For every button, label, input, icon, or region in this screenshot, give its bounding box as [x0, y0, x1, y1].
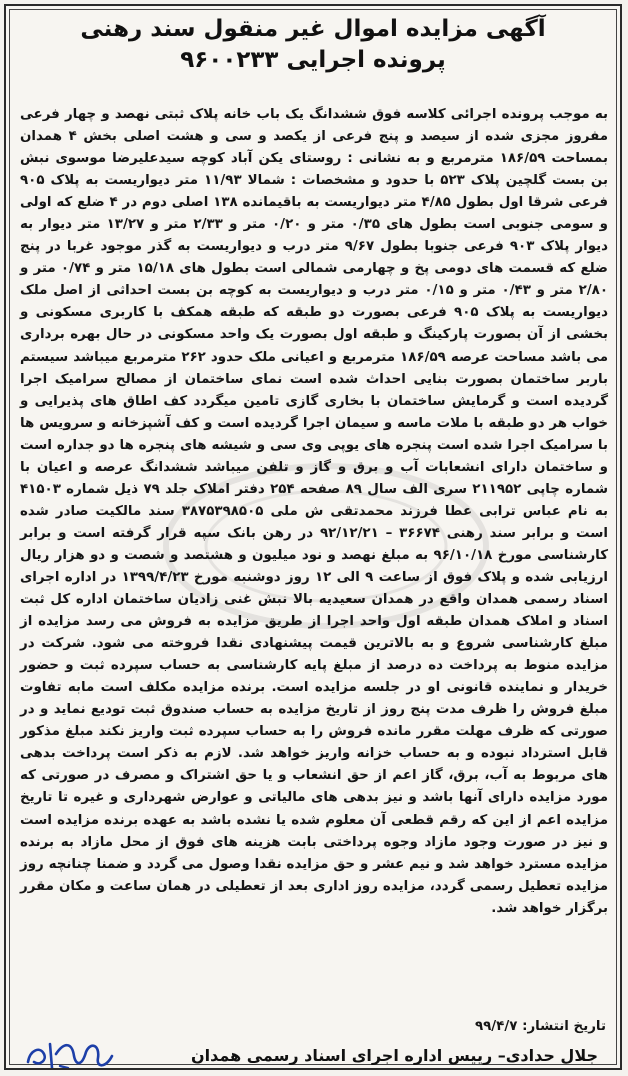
- notice-sheet: [4, 4, 622, 1070]
- handwritten-mark: [20, 1032, 120, 1070]
- notice-body: [20, 104, 608, 920]
- publish-date: تاریخ انتشار: ۹۹/۴/۷: [474, 1019, 606, 1034]
- notice-body-paragraph: به موجب پرونده اجرائی کلاسه فوق ششدانگ یک باب خانه پلاک ثبتی نهصد و چهار فرعی مفروز مجزی شده از سیصد و پنج فرعی از یکصد و سی و هشت اصلی بخش ۴ همدان بمساحت ۱۸۶/۵۹ مترمربع و به نشانی : روستای یکن آباد کوچه سیدعلیرضا موسوی نبش بن بست گلچین پلاک ۵۲۳ با حدود و مشخصات : شمالا ۱۱/۹۳ متر دیواریست به پلاک ۹۰۵ فرعی شرقا اول بطول ۴/۸۵ متر دیواریست به باقیمانده ۱۳۸ اصلی دوم در ۴ ضلع که اولی و سومی جنوبی است بطول های ۰/۳۵ متر و ۰/۲۰ متر و ۲/۳۳ متر و ۱۳/۲۷ متر دیوار به دیوار پلاک ۹۰۳ فرعی جنوبا بطول ۹/۶۷ متر درب و دیواریست به گذر موجود غربا در پنج ضلع که قسمت های دومی پخ و چهارمی شمالی است بطول های ۱۵/۱۸ متر و ۰/۷۴ متر و ۲/۸۰ متر و ۰/۴۳ متر و ۰/۱۵ متر درب و دیواریست به کوچه بن بست احداثی از اصل ملک دیواریست به پلاک ۹۰۵ فرعی بصورت دو طبقه که طبقه همکف با کاربری مسکونی و بخشی از آن بصورت پارکینگ و طبقه اول بصورت یک واحد مسکونی در حال بهره برداری می باشد مساحت عرصه ۱۸۶/۵۹ مترمربع و اعیانی ملک حدود ۲۶۲ مترمربع میباشد سیستم باربر ساختمان بصورت بنایی احداث شده است نمای ساختمان از مصالح سرامیک اجرا گردیده است و گرمایش ساختمان با بخاری گازی تامین میگردد کف اطاق های پذیرایی و خواب هر دو طبقه با ملات ماسه و سیمان اجرا گردیده است و کف آشپزخانه و سرویس ها با سرامیک اجرا شده است پنجره های یوپی وی سی و شیشه های پنجره ها دو جداره است و ساختمان دارای انشعابات آب و برق و گاز و تلفن میباشد ششدانگ عرصه و اعیان با شماره چاپی ۲۱۱۹۵۲ سری الف سال ۸۹ صفحه ۲۵۴ دفتر املاک جلد ۷۹ ذیل شماره ۴۱۵۰۳ به نام عباس ترابی عطا فرزند محمدتقی ش ملی ۳۸۷۵۳۹۸۵۰۵ سند مالکیت صادر شده است و برابر سند رهنی ۳۶۶۷۴ – ۹۲/۱۲/۲۱ در رهن بانک سپه قرار گرفته است و برابر کارشناسی مورخ ۹۶/۱۰/۱۸ به مبلغ نهصد و نود میلیون و هشتصد و شصت و دو هزار ریال ارزیابی شده و پلاک فوق از ساعت ۹ الی ۱۲ روز دوشنبه مورخ ۱۳۹۹/۴/۲۳ در اداره اجرای اسناد رسمی همدان واقع در همدان سعیدیه بالا نبش غنی زادیان ساختمان اداره کل ثبت اسناد و املاک همدان طبقه اول واحد اجرا از طریق مزایده به فروش می رسد مزایده از مبلغ کارشناسی شروع و به بالاترین قیمت پیشنهادی نقدا فروخته می شود. شرکت در مزایده منوط به پرداخت ده درصد از مبلغ پایه کارشناسی به حساب سپرده ثبت و حضور خریدار و نماینده قانونی او در جلسه مزایده است. برنده مزایده مکلف است مابه تفاوت مبلغ فروش را ظرف مدت پنج روز از تاریخ مزایده به حساب صندوق ثبت تودیع نماید و در صورتی که ظرف مهلت مقرر مانده فروش را به حساب سپرده ثبت واریز نکند مبلغ مذکور قابل استرداد نبوده و به حساب خزانه واریز خواهد شد. لازم به ذکر است پرداخت بدهی های مربوط به آب، برق، گاز اعم از حق انشعاب و یا حق اشتراک و مصرف در صورتی که مورد مزایده دارای آنها باشد و نیز بدهی های مالیاتی و عوارض شهرداری و غیره تا تاریخ مزایده اعم از این که رقم قطعی آن معلوم شده یا نشده باشد به عهده برنده مزایده است و نیز در صورت وجود مازاد وجوه پرداختی بابت هزینه های فوق از محل مازاد به برنده مزایده مسترد خواهد شد و نیم عشر و حق مزایده نقدا وصول می گردد و ضمنا چنانچه روز مزایده تعطیل رسمی گردد، مزایده روز اداری بعد از تعطیلی در همان ساعت و مکان مقرر برگزار خواهد شد.: [20, 107, 609, 916]
- notice-title: آگهی مزایده اموال غیر منقول سند رهنی: [80, 16, 546, 42]
- signature-line: جلال حدادی– رییس اداره اجرای اسناد رسمی همدان: [190, 1046, 598, 1065]
- case-number: پرونده اجرایی ۹۶۰۰۲۳۳: [180, 47, 446, 73]
